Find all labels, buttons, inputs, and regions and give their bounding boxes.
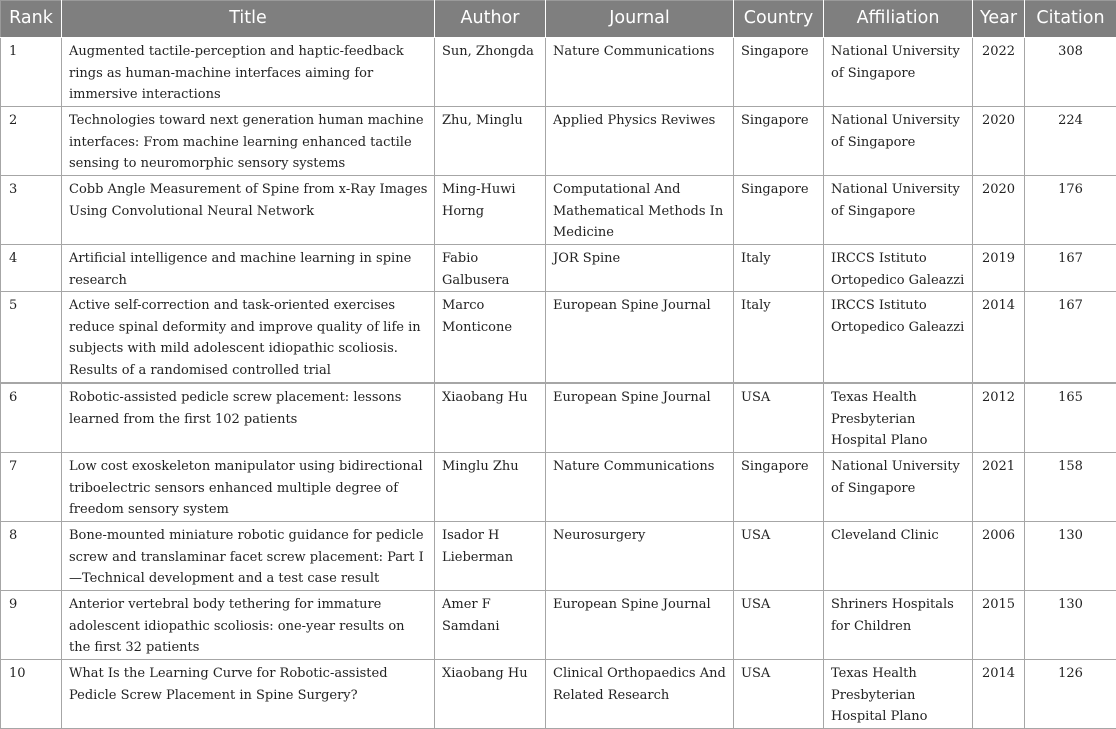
table-row <box>1 292 1116 384</box>
rank-cell: 5 <box>1 292 62 384</box>
table-row <box>1 176 1116 245</box>
table-row <box>1 107 1116 176</box>
author-cell: Minglu Zhu <box>435 453 546 522</box>
rank-cell: 10 <box>1 660 62 729</box>
column-header-country: Country <box>734 1 824 38</box>
table-row <box>1 591 1116 660</box>
affiliation-cell: National University of Singapore <box>824 176 973 245</box>
rank-cell: 4 <box>1 245 62 292</box>
year-cell: 2019 <box>973 245 1025 292</box>
author-cell: Xiaobang Hu <box>435 660 546 729</box>
journal-cell: European Spine Journal <box>546 292 734 384</box>
country-cell: Italy <box>734 245 824 292</box>
journal-cell: Nature Communications <box>546 38 734 107</box>
citation-cell: 167 <box>1025 292 1116 384</box>
journal-cell: European Spine Journal <box>546 383 734 453</box>
title-cell: Bone-mounted miniature robotic guidance for pedicle screw and translaminar facet screw placement: Part I—Technical development and a test case result <box>62 522 435 591</box>
citation-cell: 130 <box>1025 591 1116 660</box>
citation-cell: 224 <box>1025 107 1116 176</box>
title-cell: Robotic-assisted pedicle screw placement: lessons learned from the first 102 patients <box>62 383 435 453</box>
table-row <box>1 453 1116 522</box>
year-cell: 2021 <box>973 453 1025 522</box>
author-cell: Marco Monticone <box>435 292 546 384</box>
citation-cell: 130 <box>1025 522 1116 591</box>
table-row <box>1 660 1116 729</box>
title-cell: Active self-correction and task-oriented exercises reduce spinal deformity and improve quality of life in subjects with mild adolescent idiopathic scoliosis. Results of a randomised controlled trial <box>62 292 435 384</box>
journal-cell: European Spine Journal <box>546 591 734 660</box>
table-row <box>1 38 1116 107</box>
column-header-title: Title <box>62 1 435 38</box>
affiliation-cell: IRCCS Istituto Ortopedico Galeazzi <box>824 292 973 384</box>
journal-cell: JOR Spine <box>546 245 734 292</box>
affiliation-cell: IRCCS Istituto Ortopedico Galeazzi <box>824 245 973 292</box>
author-cell: Ming-Huwi Horng <box>435 176 546 245</box>
year-cell: 2014 <box>973 292 1025 384</box>
rank-cell: 3 <box>1 176 62 245</box>
rank-cell: 1 <box>1 38 62 107</box>
country-cell: USA <box>734 591 824 660</box>
column-header-author: Author <box>435 1 546 38</box>
country-cell: USA <box>734 522 824 591</box>
affiliation-cell: Texas Health Presbyterian Hospital Plano <box>824 660 973 729</box>
rank-cell: 7 <box>1 453 62 522</box>
citation-cell: 176 <box>1025 176 1116 245</box>
header-row <box>1 1 1116 38</box>
rank-cell: 8 <box>1 522 62 591</box>
year-cell: 2020 <box>973 107 1025 176</box>
country-cell: Singapore <box>734 107 824 176</box>
author-cell: Amer F Samdani <box>435 591 546 660</box>
column-header-journal: Journal <box>546 1 734 38</box>
year-cell: 2012 <box>973 383 1025 453</box>
column-header-affiliation: Affiliation <box>824 1 973 38</box>
year-cell: 2015 <box>973 591 1025 660</box>
journal-cell: Clinical Orthopaedics And Related Research <box>546 660 734 729</box>
title-cell: Low cost exoskeleton manipulator using bidirectional triboelectric sensors enhanced multiple degree of freedom sensory system <box>62 453 435 522</box>
author-cell: Fabio Galbusera <box>435 245 546 292</box>
citation-cell: 308 <box>1025 38 1116 107</box>
affiliation-cell: Cleveland Clinic <box>824 522 973 591</box>
year-cell: 2022 <box>973 38 1025 107</box>
author-cell: Xiaobang Hu <box>435 383 546 453</box>
year-cell: 2020 <box>973 176 1025 245</box>
journal-cell: Neurosurgery <box>546 522 734 591</box>
year-cell: 2014 <box>973 660 1025 729</box>
affiliation-cell: Texas Health Presbyterian Hospital Plano <box>824 383 973 453</box>
author-cell: Zhu, Minglu <box>435 107 546 176</box>
column-header-citation: Citation <box>1025 1 1116 38</box>
journal-cell: Nature Communications <box>546 453 734 522</box>
column-header-rank: Rank <box>1 1 62 38</box>
country-cell: Singapore <box>734 176 824 245</box>
affiliation-cell: National University of Singapore <box>824 107 973 176</box>
affiliation-cell: National University of Singapore <box>824 453 973 522</box>
rank-cell: 6 <box>1 383 62 453</box>
journal-cell: Applied Physics Reviwes <box>546 107 734 176</box>
title-cell: Cobb Angle Measurement of Spine from x-Ray Images Using Convolutional Neural Network <box>62 176 435 245</box>
citation-cell: 165 <box>1025 383 1116 453</box>
table-row <box>1 245 1116 292</box>
table-row <box>1 383 1116 453</box>
author-cell: Isador H Lieberman <box>435 522 546 591</box>
country-cell: Singapore <box>734 453 824 522</box>
rank-cell: 9 <box>1 591 62 660</box>
country-cell: Italy <box>734 292 824 384</box>
citation-cell: 167 <box>1025 245 1116 292</box>
journal-cell: Computational And Mathematical Methods In Medicine <box>546 176 734 245</box>
affiliation-cell: Shriners Hospitals for Children <box>824 591 973 660</box>
title-cell: Anterior vertebral body tethering for immature adolescent idiopathic scoliosis: one-year results on the first 32 patients <box>62 591 435 660</box>
country-cell: Singapore <box>734 38 824 107</box>
title-cell: Augmented tactile-perception and haptic-feedback rings as human-machine interfaces aiming for immersive interactions <box>62 38 435 107</box>
country-cell: USA <box>734 660 824 729</box>
title-cell: Technologies toward next generation human machine interfaces: From machine learning enhanced tactile sensing to neuromorphic sensory systems <box>62 107 435 176</box>
title-cell: Artificial intelligence and machine learning in spine research <box>62 245 435 292</box>
citation-cell: 158 <box>1025 453 1116 522</box>
column-header-year: Year <box>973 1 1025 38</box>
country-cell: USA <box>734 383 824 453</box>
author-cell: Sun, Zhongda <box>435 38 546 107</box>
citation-cell: 126 <box>1025 660 1116 729</box>
title-cell: What Is the Learning Curve for Robotic-assisted Pedicle Screw Placement in Spine Surgery? <box>62 660 435 729</box>
table-row <box>1 522 1116 591</box>
rank-cell: 2 <box>1 107 62 176</box>
year-cell: 2006 <box>973 522 1025 591</box>
affiliation-cell: National University of Singapore <box>824 38 973 107</box>
